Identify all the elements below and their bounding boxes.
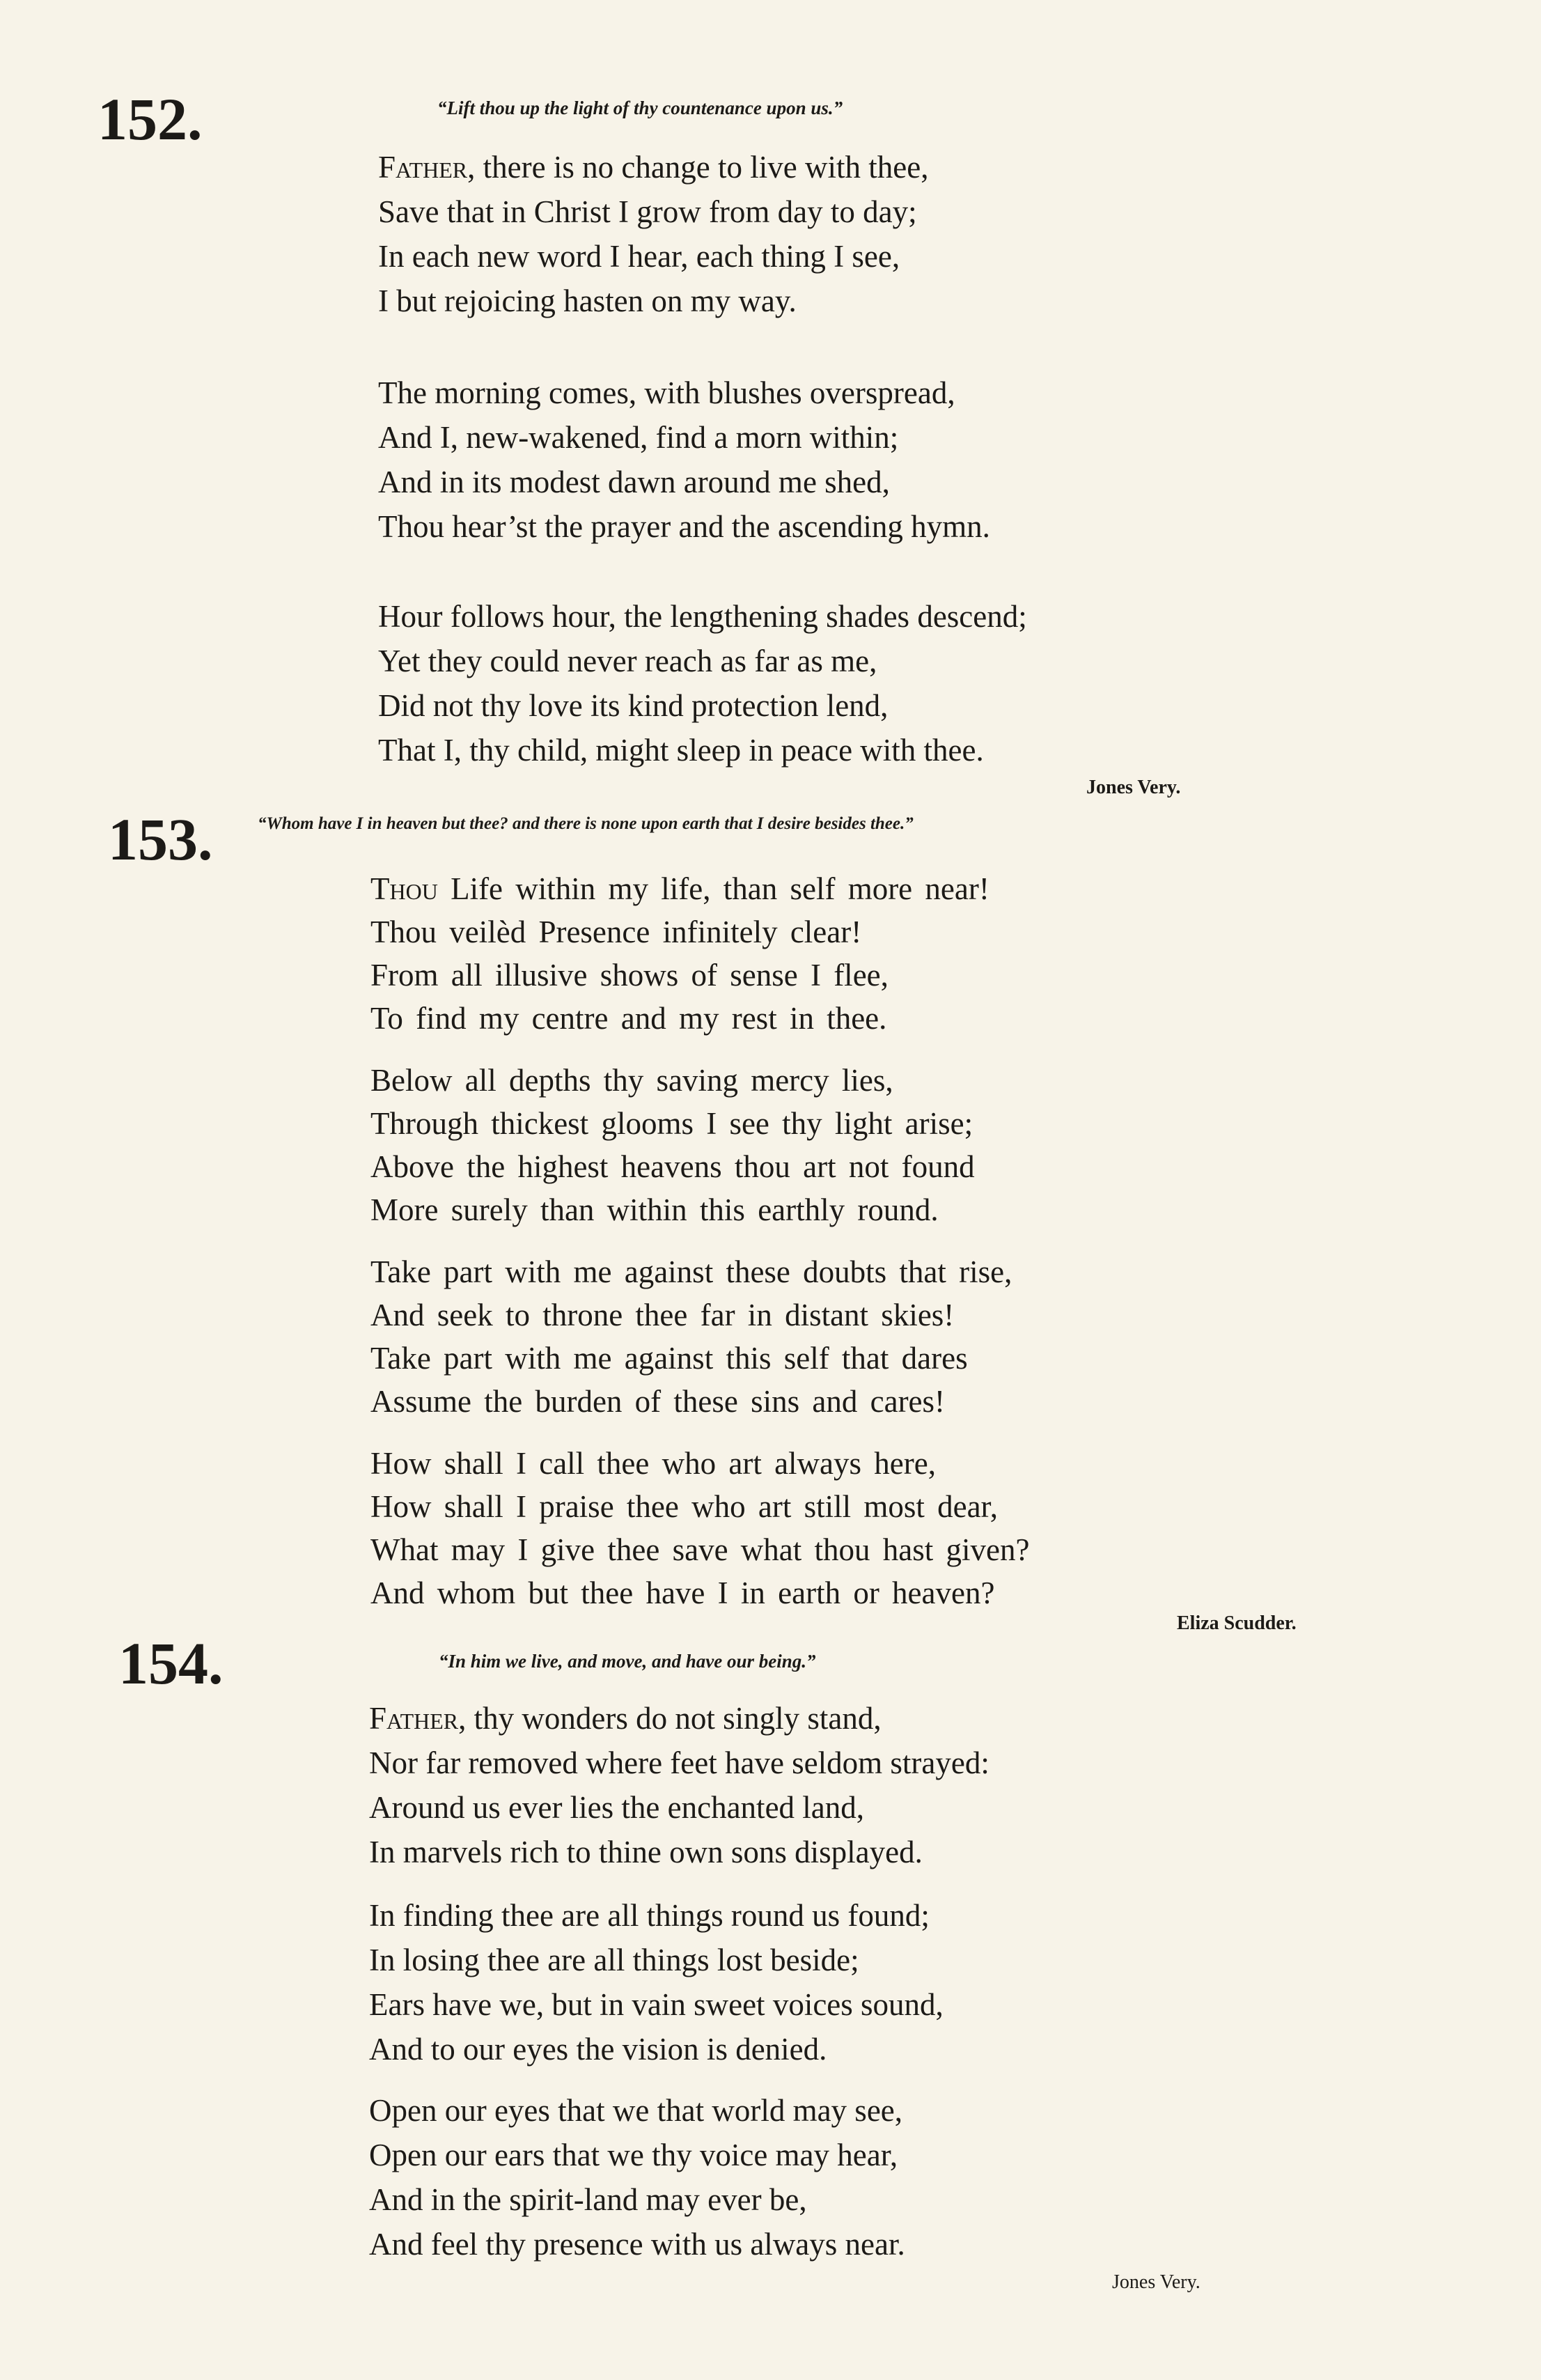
stanza [378,371,990,549]
verse-line: What may I give thee save what thou hast given? [370,1532,1030,1567]
verse-line: Around us ever lies the enchanted land, [369,1790,865,1825]
verse-line: Take part with me against these doubts that rise, [370,1254,1012,1289]
verse-line: Take part with me against this self that dares [370,1341,968,1376]
verse-line: Thou hear’st the prayer and the ascending hymn. [378,509,990,544]
verse-line: Open our ears that we thy voice may hear, [369,2138,898,2172]
verse-line: More surely than within this earthly round. [370,1192,939,1227]
verse-line: Did not thy love its kind protection lend, [378,688,889,723]
hymn-author: Jones Very. [1112,2271,1200,2293]
hymn-number: 153. [108,806,213,873]
verse-line: And feel thy presence with us always near. [369,2227,905,2262]
verse-line-rest: there is no change to live with thee, [475,150,929,185]
verse-line: In each new word I hear, each thing I see, [378,239,900,274]
verse-line: To find my centre and my rest in thee. [370,1001,887,1036]
verse-line: And seek to throne thee far in distant skies! [370,1298,955,1332]
verse-line: How shall I call thee who art always here, [370,1446,936,1481]
hymn-number: 152. [97,86,203,153]
hymn-number: 154. [118,1630,224,1697]
verse-line: Through thickest glooms I see thy light arise; [370,1106,973,1141]
verse-line [378,145,928,189]
stanza [370,1250,1012,1423]
verse-lead-word: Thou [370,871,438,906]
stanza [369,1696,989,1874]
verse-line: And I, new-wakened, find a morn within; [378,420,899,455]
stanza [370,1059,975,1231]
verse-line: And in its modest dawn around me shed, [378,465,890,499]
hymn-epigraph: “Whom have I in heaven but thee? and there is none upon earth that I desire besides thee.” [258,814,914,833]
verse-line: From all illusive shows of sense I flee, [370,958,889,993]
verse-line: Open our eyes that we that world may see, [369,2093,903,2128]
verse-line: Below all depths thy saving mercy lies, [370,1063,893,1098]
verse-line: Yet they could never reach as far as me, [378,644,877,678]
verse-line: Ears have we, but in vain sweet voices sound, [369,1987,944,2022]
stanza [369,2088,905,2266]
hymn-epigraph: “Lift thou up the light of thy countenance upon us.” [437,98,843,118]
stanza [370,867,989,1040]
verse-line: I but rejoicing hasten on my way. [378,283,797,318]
verse-line [369,1696,989,1741]
verse-line: Assume the burden of these sins and cares! [370,1384,946,1419]
verse-line: In marvels rich to thine own sons displayed. [369,1835,923,1869]
stanza [370,1442,1029,1615]
hymn-author: Eliza Scudder. [1177,1612,1297,1634]
verse-line [370,867,989,910]
verse-line: Hour follows hour, the lengthening shades descend; [378,599,1027,634]
verse-lead-word: Father, [378,150,476,185]
verse-line-rest: thy wonders do not singly stand, [466,1701,882,1736]
verse-lead-word: Father, [369,1701,467,1736]
verse-line: Above the highest heavens thou art not found [370,1149,975,1184]
verse-line: The morning comes, with blushes overspread, [378,375,955,410]
verse-line: Thou veilèd Presence infinitely clear! [370,915,862,949]
verse-line: In finding thee are all things round us found; [369,1898,930,1933]
hymn-author: Jones Very. [1086,777,1181,798]
verse-line: And whom but thee have I in earth or heaven? [370,1576,995,1610]
verse-line: And to our eyes the vision is denied. [369,2032,827,2067]
hymn-epigraph: “In him we live, and move, and have our being.” [439,1651,816,1672]
verse-line: Nor far removed where feet have seldom strayed: [369,1745,989,1780]
verse-line-rest: Life within my life, than self more near! [437,871,989,906]
verse-line: Save that in Christ I grow from day to day; [378,194,917,229]
verse-line: How shall I praise thee who art still most dear, [370,1489,998,1524]
stanza [369,1893,944,2071]
stanza [378,594,1027,772]
stanza [378,145,928,323]
verse-line: That I, thy child, might sleep in peace with thee. [378,733,984,768]
verse-line: In losing thee are all things lost beside; [369,1943,859,1977]
verse-line: And in the spirit-land may ever be, [369,2182,807,2217]
